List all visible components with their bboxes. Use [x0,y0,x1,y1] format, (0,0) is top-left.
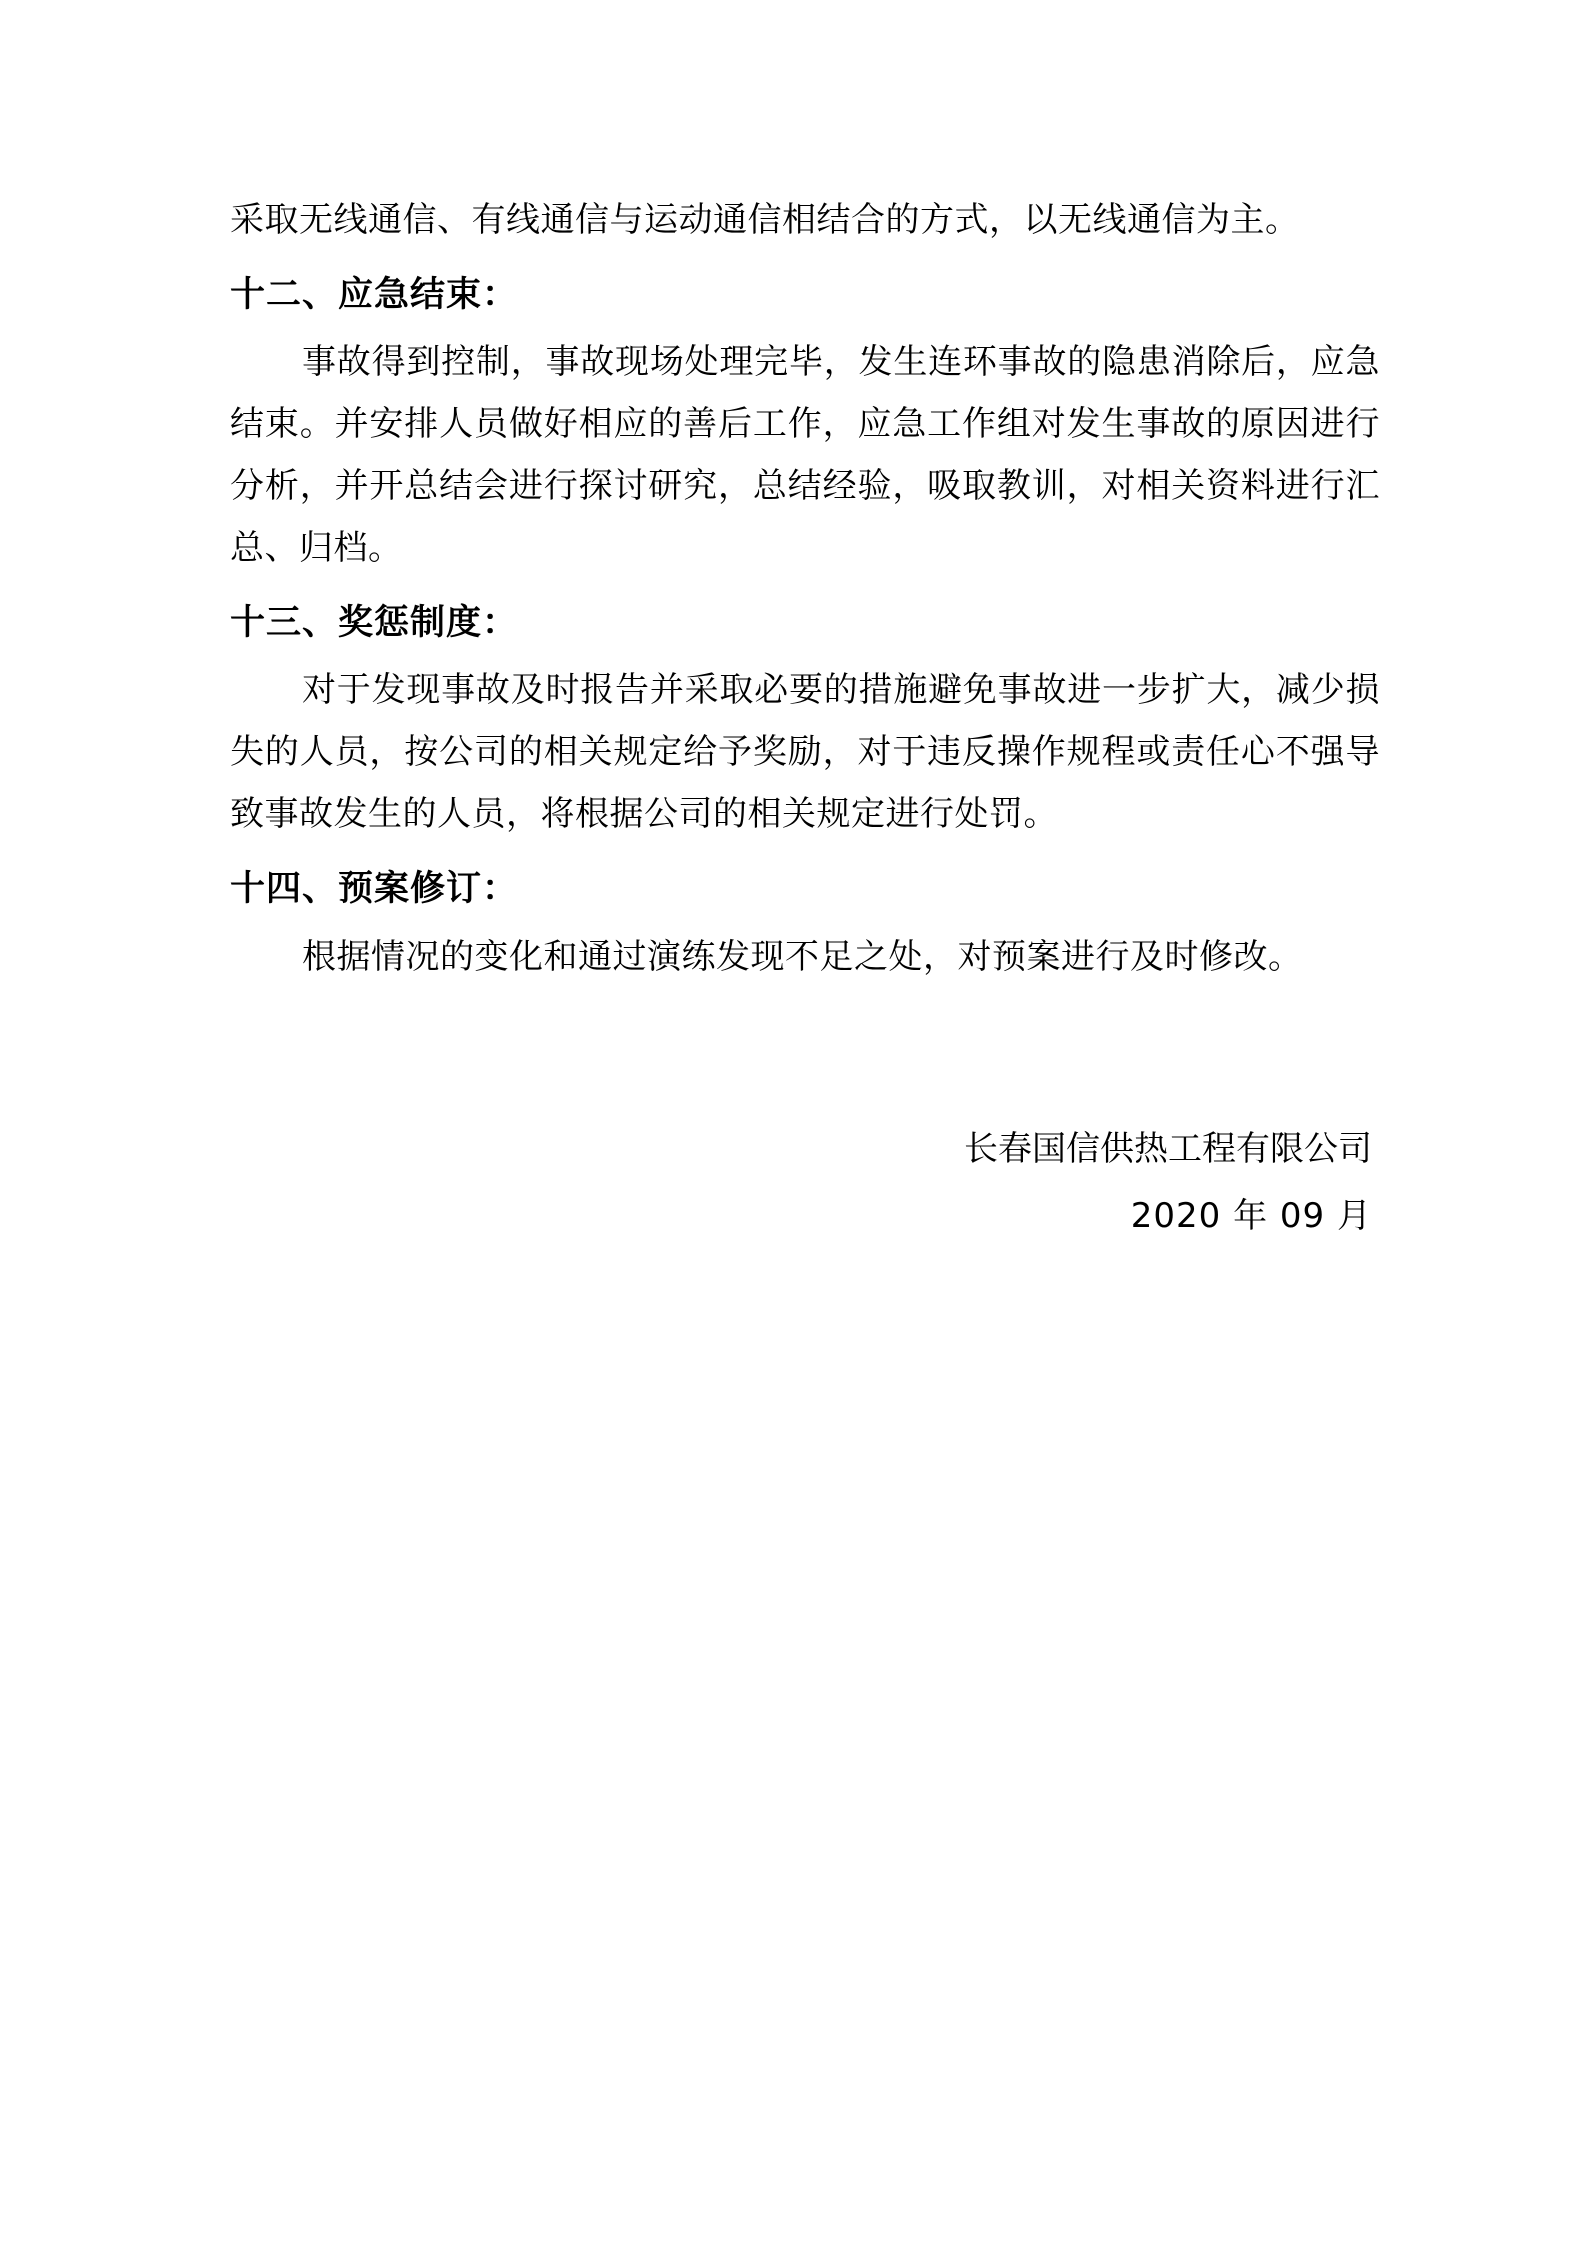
signature-company: 长春国信供热工程有限公司 [964,1129,1372,1170]
paragraph-section-fourteen-body: 根据情况的变化和通过演练发现不足之处，对预案进行及时修改。 [302,936,1303,977]
heading-section-fourteen: 十四、预案修订： [230,869,519,909]
paragraph-section-twelve-body: 事故得到控制，事故现场处理完毕，发生连环事故的隐患消除后，应急结束。并安排人员做好相应的善后工作，应急工作组对发生事故的原因进行分析，并开总结会进行探讨研究，总结经验，吸取教训，对相关资料进行汇总、归档。 [230,342,1380,568]
document-body [230,190,1380,1249]
paragraph-section-thirteen-body: 对于发现事故及时报告并采取必要的措施避免事故进一步扩大，减少损失的人员，按公司的相关规定给予奖励，对于违反操作规程或责任心不强导致事故发生的人员，将根据公司的相关规定进行处罚。 [230,670,1380,835]
paragraph-communication-method: 采取无线通信、有线通信与运动通信相结合的方式，以无线通信为主。 [230,200,1300,240]
signature-block [230,1116,1380,1249]
heading-section-twelve: 十二、应急结束： [230,274,519,315]
heading-section-thirteen: 十三、奖惩制度： [230,602,519,643]
signature-spacer [230,998,1380,1116]
signature-date: 2020 年 09 月 [1130,1195,1372,1236]
